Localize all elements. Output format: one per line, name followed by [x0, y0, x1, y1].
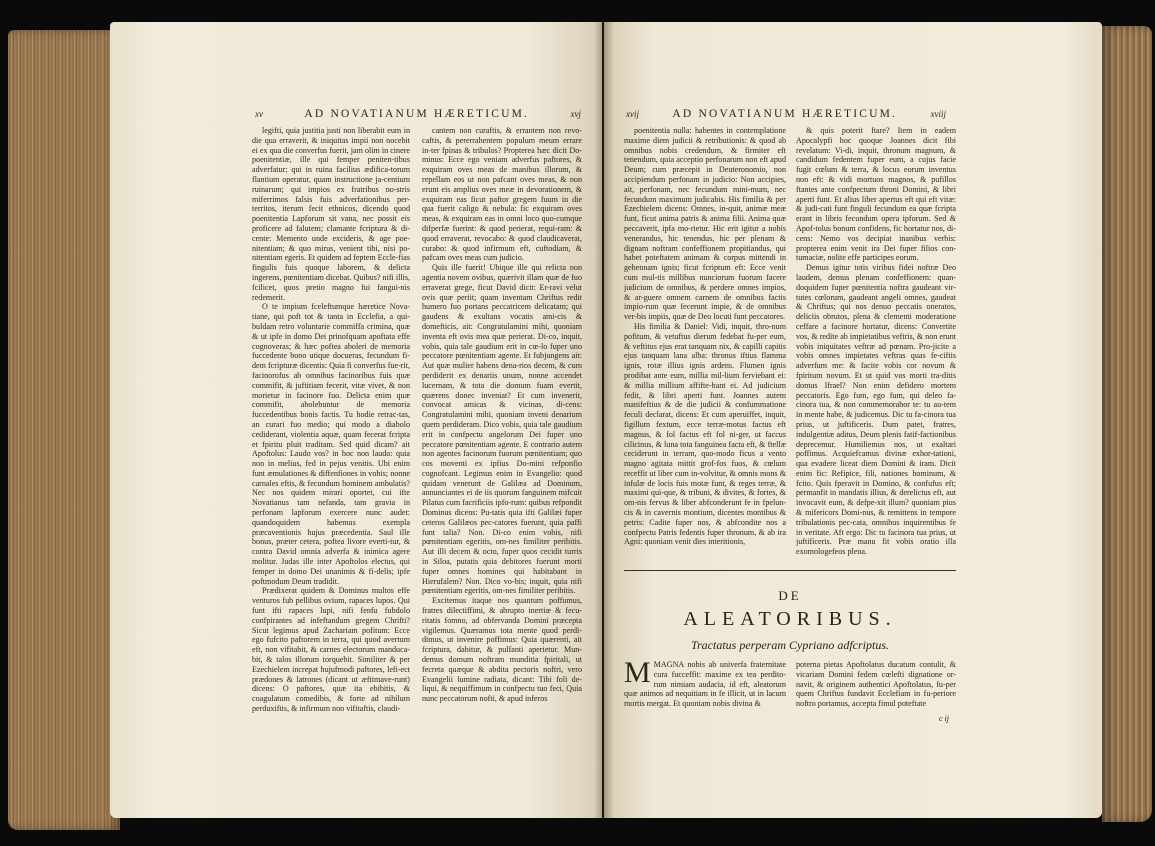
right-column-1: [624, 126, 786, 562]
paragraph: Prædixerat quidem & Dominus multos effe venturos fub pellibus ovium, rapaces lupos. Qui funt ifti rapaces lupi, nifi fenfu fubdolo confpirantes ad infeftandum gregem Chrifti? Sicut legimus apud Zachariam pofitum: Ecce ego fufcito paftorem in terra, qui quod avertum eft, non vifitabit, & carnes electorum manduca-bit, & talos illorum torquebit. Similiter & per Ezechielem increpat hujufmodi paftores, lefi-ect prædones & latrones (dicant ut æftimave-runt) dicens: O paftores, quæ ita ebibitis, & coagulatum comedibis, & forte ad nihilum perduxiftis, & infirmum non vifitaftis, claudi-: [252, 586, 410, 714]
right-page-edges: [1102, 26, 1152, 822]
left-page: [110, 22, 602, 818]
paragraph: Demus igitur totis viribus fidei noftræ Deo laudem, demus plenam confeffionem: quan-doquidem fuper pœnitentia noftra gaudeant vir-tutes cœlorum, gaudeant angeli omnes, gaudeat & Chriftus; qui nos denuo peccatis oneratos, deliciis obrutos, plena & clementi moderatione ceffare a facinore hortatur, dicens: Convertite vos, & redite ab impietatibus veftris, & non erunt vobis iniquitates veftræ ad pœnam. Pro-jicite a vobis omnes impietates veftras quas fe-ciftis adverfum me: & facite vobis cor novum & fpiritum novum. Et ut quid vos morti tra-ditis domus Ifrael? Non enim defidero mortem peccatoris. Ego fum, ego fum, qui deleo fa-cinora tua, & non commemorabor te: tu au-tem in mente habe, & judicemus. Dic tu fa-cinora tua prius, ut juftificeris. Dum patet, fratres, indulgentiæ aditus, Deum plenis fatif-factionibus deprecemur. Humiliemus nos, ut exaltari poffimus. Acquiefcamus divinæ exhor-tationi, qua evadere liceat diem Domini & iram. Dicit enim fic: Refipice, fili, nationes hominum, & fcito. Quis fperavit in Domino, & confufus eft; permanfit in mandatis illius, & derelictus eft, aut invocavit eum, & defpe-xit illum? quoniam pius & mifericors Domi-nus, & remittens in tempore tribulationis pec-cata, omnibus inquirentibus fe in veritate. Aft ergo: Dic tu facinora tua prius, ut juftificeris. Præ manu fit vobis oratio illa exomologefeos plena.: [796, 263, 956, 557]
treatise-title: ALEATORIBUS.: [683, 608, 897, 630]
right-running-title: AD NOVATIANUM HÆRETICUM.: [672, 108, 898, 120]
right-column-2: [796, 126, 956, 562]
paragraph: cantem non curaftis, & errantem non revo-caftis, & pererrahentem populum meum errare in-ter fpinas & tribulos? Propterea hæc dicit Do-minus: Ecce ego veniam adverfus paftores, & exquiram oves meas de manibus illorum, & repellam eos ut non pafcant oves meas, & non erunt eis amplius oves meæ in devorationem, & exquiram eas ficut paftor gregem fuum in die qua fuerit caligo & nebula: fic exquiram oves meas, & exquiram eas in omni loco quo-cumque difperfæ fuerint: & quod perierat, requi-ram: & quod erraverat, revocabo: & quod claudicaverat, curabo: & quod infirmum eft, cuftodiam, & pafcam oves meas cum judicio.: [422, 126, 582, 263]
treatise-column-1: [624, 660, 786, 710]
right-running-head: [626, 108, 946, 120]
paragraph: & quis poterit ftare? Item in eadem Apocalypfi hoc quoque Joannes dicit fibi revelatum: Vi-di, inquit, thronum magnum, & candidum fedentem fuper eum, a cujus facie fugit cœlum & terra, & locus eorum inventus non eft: & vidi mortuos magnos, & pufillos ftantes ante confpectum throni Domini, & libri aperti funt. Et alius liber apertus eft qui eft vitæ: & judi-cati funt finguli fecundum ea quæ fcripta erant in libris fecundum opera ipforum. Sed & Apof-tolus bonum confidens, fic hortatur nos, di-cens: Nemo vos decipiat inanibus verbis: propterea enim venit ira Dei fuper filios con-tumaciæ, nolite effe participes eorum.: [796, 126, 956, 263]
left-column-2: [422, 126, 582, 740]
left-running-head: [255, 108, 581, 120]
right-page-number: xvij: [626, 109, 639, 119]
treatise-column-2: [796, 660, 956, 710]
left-page-number-right: xvj: [570, 109, 581, 119]
left-column-1: [252, 126, 410, 740]
section-divider: [624, 570, 956, 571]
paragraph: Quis ille fuerit! Ubique ille qui relicta non agentia novem ovibus, quærivit illam quæ de fuo erraverat grege, ficut David dicit: Er-ravi velut ovis quæ periit; quam inventam Chriftus redit humero fuo portans peccatricem delicatam; qui gaudens & exultans vocatis ami-cis & domefticis, ait: Congratulamini mihi, quoniam inventa eft ovis mea quæ perierat. Di-co, inquit, vobis, quia tale gaudium erit in cœ-lo fuper uno peccatore pœnitentiam agente. Et fubjungens ait: Aut quæ mulier habens dena-rios decem, & cum perdiderit ex denariis unum, nonne accendet lucernam, & tota die domum fuam evertit, quærens donec inveniat? Et cum invenerit, convocat amicas & vicinas, di-cens: Congratulamini mihi, quoniam inveni denarium quem perdideram. Dico vobis, quia tale gaudium erit in confpectu angelorum Dei fuper uno peccatore pœnitentiam agente. E contrario autem non agentes facinorum fuorum pœnitentiam; quo cos moventi ex ipfius Do-mini refponfio cognofcant. Legimus enim in Evangelio: quod quidam venerunt de Galilæa ad Dominum, annunciantes ei de iis quorum fanguinem mifcuit Pilatus cum facrificiis ipfo-rum: quibus refpondit Dominus dicens: Pu-tatis quia ifti Galilæi fuper ceteros Galilæos pec-catores fuerunt, quia paffi funt talia? Non. Di-co enim vobis, nifi pœnitentiam egeritis, om-nes fimiliter peribitis. Aut illi decem & octo, fuper quos cecidit turris in Siloa, putatis quia debitores fuerunt morti fuper omnes homines qui habitabant in Hierufalem? Non. Dico vo-bis; inquit, quia nifi pœnitentiam egeritis, om-nes fimiliter peribitis.: [422, 263, 582, 596]
treatise-subtitle: Tractatus perperam Cypriano adfcriptus.: [690, 638, 889, 652]
paragraph: legifti, quia justitia justi non liberabit eum in die qua erraverit, & iniquitas impii non nocebit ei ex qua die converfus fuerit, jam olim in cinere poenitentiæ, ille qui femper peniten-tibus adverfatur; qui in ruina facilius ædifica-torum flantium operatur, quam instructione ja-centium ruinarum; qui impios ex fratribus no-stris miferrimos falsis fuis adverfationibus per-territos, iterum fecit ethnicos, dicendo quod poenitentia Lapforum sit vana, nec possit eis proficere ad falutem; clamante fcriptura & di-cente: Memento unde excideris, & age poe-nitentiam; & quo mirus, venient tibi, nisi po-nitentiam egeris. Et quidem ad feptem Eccle-fias fingulis fuis quoque laborem, & delicta ingerens, pœnitentiam dicebat. Quibus? nifi illis, fcilicet, quos pretio magno fui fangui-nis redemerit.: [252, 126, 410, 302]
paragraph: Excitemus itaque nos quantum poffumus, fratres dilectiffimi, & abrupto inertiæ & fecu-ritatis fomno, ad obfervanda Domini præcepta vigilemus. Quæramus tota mente quod perdi-dimus, ut invenire poffimus: Quia quærenti, ait fcriptura, dabitur, & pulfanti aperietur. Mun-demus domum noftram munditia fpiritali, ut fecreta quæque & abdita pectoris noftri, vero Evangelii lumine radiata, dicant: Tibi foli de-liqui, & nequiffimum in confpectu tuo feci, Quia nunc peccatorum nofti, & apud inferos: [422, 596, 582, 704]
paragraph: O te impium fceleftumque hæretice Nova-tiane, qui poft tot & tanta in Ecclefia, a qui-buldam retro voluntarie commiffa crimina, quæ & ut ipfe in domo Dei prinofquam apoftata effe cognoveras; & hæc poftea aboleri de memoria fuccedente bono utique docueras, fecundum fi-dem fcripturæ dicentis: Quia fi converfus fue-rit, facinorofus ab omnibus facinoribus fuis quæ commifit, & juftitiam fecerit, vitæ vivet, & non morietur in facinore fuo. Delicta enim quæ commifit, abolebuntur de memoria fuccedentibus bonis factis. Tu hodie retrac-tas, an curari fuo medio; qui modo a diabolo cediderant, violentia aquæ, quam fecerat fcripta et fpiritu pluit traditam. Sed quid dicam? ait Apoftolus: Laudo vos? in hoc non laudo: quia non in melius, fed in pejus venitis. Ubi enim funt æmulationes & diffenfiones in vobis; nonne carnales eftis, & fecundum hominem ambulatis? Nec nos quidem mirari oportet, cui ifte Novatianus tam nefanda, tam gravia in perfonam lapforum exercere nunc audet: quandoquidem habemus exempla præcaventionis hujus præcedentia. Saul ille bonus, præter cetera, poftea livore everti-tur, & contra David omnia adverfa & inimica agere molitur. Judas ille inter Apoftolos electus, qui femper in domo Dei unanimis & fi-delis; ipfe poftmodum Deum tradidit.: [252, 302, 410, 586]
drop-cap: M: [624, 660, 651, 689]
book-spread: [4, 8, 1152, 840]
left-running-title: AD NOVATIANUM HÆRETICUM.: [304, 108, 530, 120]
paragraph: His fimilia & Daniel: Vidi, inquit, thro-num pofitum, & vetuftus dierum fedebat fu-per eum, & veftitus ejus erat tanquam nix, & capilli capitis ejus tanquam lana alba: thronus iftius flamma ignis, rotæ illius ignis ardens. Flumen ignis prodibat ante eum, millia mil-lium ferviebant ei: & millia millium affifte-bant ei. Ad judicium fedit, & libri aperti funt. Joannes autem manifeftius & de die judicii & confummatione feculi declarat, dicens: Et cum aperuiffet, inquit, figillum fextum, ecce terræ-motus factus eft magnus, & fol factus eft fol ni-ger, ut faccus cilicinus, & luna tota fanguinea facta eft, & ftellæ ceciderunt in terram, quo-modo ficus a vento magno agitata mittit grof-fos fuos, & cœlum receffit ut liber cum in-volvitur, & omnis mons & infulæ de locis fuis motæ funt, & reges terræ, & maximi qui-que, & tribuni, & divites, & fortes, & om-nis fervus & liber abfconderunt fe in fpelun-cis & in cavernis montium, dicentes montibus & petris: Cadite fuper nos, & abfcondite nos a confpectu Patris fedentis fuper thronum, & ab ira Agni: quoniam venit dies interitionis,: [624, 321, 786, 547]
paragraph: poenitentia nulla: habentes in contemplatione maxime diem judicii & retributionis: & quod ab omnibus nobis credendum, & firmiter eft tenendum, quia acceptio perfonarum non eft apud Deum; cum præcepit in Deuteronomio, non accipiendum perfonam in judicio: Non accipies, ait, perfonam, nec fecundum mini-mum, nec fecundum maximum judicabis. His fimilia & per Ezechielem dicens: Omnes, in-quit, animæ meæ funt, ficut anima patris & anima filii. Anima quæ peccaverit, ipfa mo-rietur. Hic erit igitur a nobis venerandus, hic tenendus, hic per plenam & dignam noftram confeffionem propitiandus, qui habet poteftatem animam & corpus mittendi in gehennam ignis; ficut fcriptum eft: Ecce venit cum mul-tis millibus nunciorum fuorum facere judicium de omnibus, & perdere omnes impios, & ar-guere omnem carnem de omnibus factis impio-rum quæ fecerunt impie, & de omnibus ver-bis impiis, quæ de Deo locuti funt peccatores.: [624, 126, 786, 322]
left-page-number: xv: [255, 109, 263, 119]
right-page: [604, 22, 1102, 818]
right-page-number-right: xviij: [930, 109, 946, 119]
left-page-edges: [8, 30, 120, 830]
treatise-text-2: poterna pietas Apoftolatus ducatum contulit, & vicariam Domini fedem cœlefti dignatione or-navit, & originem authentici Apoftolatus, fu-per quem Chriftus fundavit Ecclefiam in fu-periore noftro portamus, accepta fimul poteftate: [796, 660, 956, 709]
book-gutter: [594, 22, 614, 818]
signature-mark: c ij: [939, 714, 949, 723]
treatise-text-1: MAGNA nobis ab univerfa fraternitate cura fucceffit: maxime ex tea perdito-rum nimiam audacia, id eft, aleatorum quæ animos ad nequitiam in fe illicit, ut in lacum mortis mergat. Et quoniam nobis divina &: [624, 660, 786, 709]
treatise-de: DE: [778, 588, 802, 603]
